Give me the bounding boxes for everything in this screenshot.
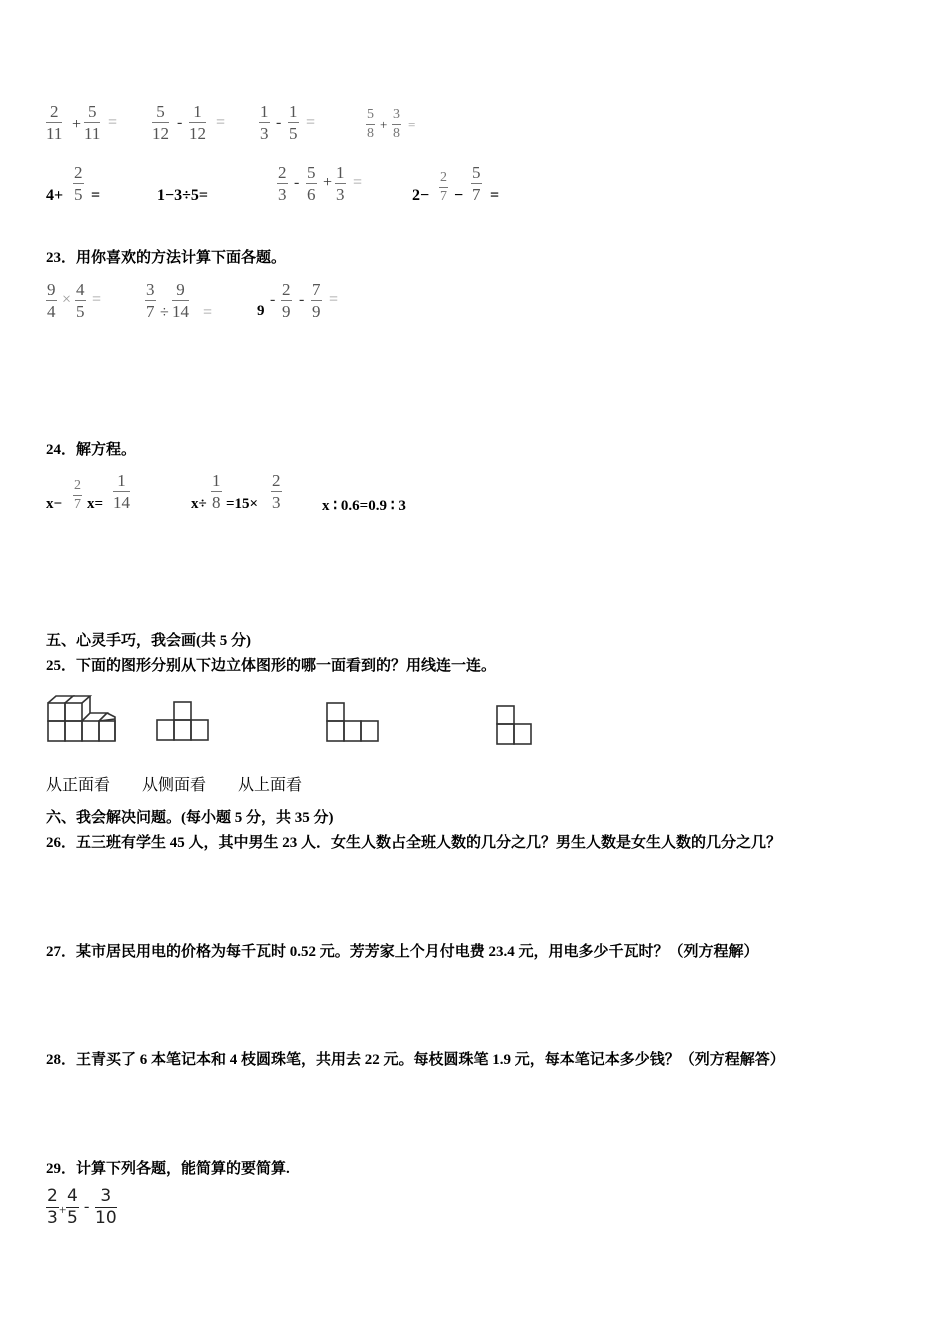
operator: - xyxy=(84,1198,90,1215)
operator: − xyxy=(454,187,464,204)
fraction: $\frac{2}{3}$ xyxy=(272,471,281,512)
expr-text: x= xyxy=(87,496,104,512)
equals-sign: = xyxy=(216,114,226,131)
fraction: $\frac{2}{3}$ xyxy=(47,1186,58,1228)
fraction: $\frac{3}{10}$ xyxy=(95,1186,117,1228)
operator: + xyxy=(380,117,388,132)
equals-sign: = xyxy=(490,187,500,204)
question-27-text: 27．某市居民用电的价格为每千瓦时 0.52 元。芳芳家上个月付电费 23.4 元，用电多少千瓦时？（列方程解） xyxy=(46,944,759,960)
question-29-text: 29．计算下列各题，能简算的要简算. xyxy=(46,1161,290,1177)
equals-sign: = xyxy=(329,291,339,308)
expr-text: 2− xyxy=(412,187,430,204)
operator: - xyxy=(299,291,305,308)
expr-text: 4+ xyxy=(46,187,64,204)
fraction: $\frac{1}{12}$ xyxy=(189,102,206,143)
question-23-title: 23．用你喜欢的方法计算下面各题。 xyxy=(46,250,287,266)
fraction: $\frac{9}{14}$ xyxy=(172,280,189,321)
view-shape-2 xyxy=(325,701,383,745)
section-6-title: 六、我会解决问题。(每小题 5 分，共 35 分) xyxy=(46,810,334,826)
operator: - xyxy=(276,114,282,131)
fraction: $\frac{5}{12}$ xyxy=(152,102,169,143)
equals-sign: = xyxy=(306,114,316,131)
operator: + xyxy=(59,1202,67,1217)
fraction: $\frac{3}{7}$ xyxy=(146,280,155,321)
expr-text: x− xyxy=(46,496,63,512)
equals-sign: = xyxy=(353,174,363,191)
expr-text: =15× xyxy=(226,496,259,512)
view-shape-3 xyxy=(495,704,537,748)
operator: - xyxy=(270,291,276,308)
equals-sign: = xyxy=(408,117,416,132)
view-shape-1 xyxy=(154,700,212,744)
fraction: $\frac{5}{11}$ xyxy=(84,102,101,143)
expr-text: 9 xyxy=(257,303,265,319)
expr-text: x ∶ 0.6=0.9 ∶ 3 xyxy=(322,498,406,514)
fraction: $\frac{9}{4}$ xyxy=(47,280,56,321)
fraction: $\frac{1}{3}$ xyxy=(260,102,269,143)
fraction: $\frac{2}{7}$ xyxy=(440,170,447,204)
fraction: $\frac{5}{7}$ xyxy=(472,163,481,204)
fraction: $\frac{3}{8}$ xyxy=(393,107,400,141)
operator: - xyxy=(294,174,300,191)
fraction: $\frac{4}{5}$ xyxy=(76,280,85,321)
fraction: $\frac{2}{3}$ xyxy=(278,163,287,204)
question-25-text: 25．下面的图形分别从下边立体图形的哪一面看到的？用线连一连。 xyxy=(46,658,497,674)
solid-figure-drawing xyxy=(45,693,120,745)
fraction: $\frac{1}{3}$ xyxy=(336,163,345,204)
fraction: $\frac{2}{7}$ xyxy=(74,478,81,512)
question-26-text: 26．五三班有学生 45 人，其中男生 23 人．女生人数占全班人数的几分之几？男生人数是女生人数的几分之几？ xyxy=(46,835,782,851)
equals-sign: = xyxy=(108,114,118,131)
fraction: $\frac{5}{8}$ xyxy=(367,107,374,141)
fraction: $\frac{4}{5}$ xyxy=(67,1186,78,1228)
fraction: $\frac{1}{14}$ xyxy=(113,471,130,512)
operator: + xyxy=(72,116,82,133)
fraction: $\frac{1}{8}$ xyxy=(212,471,221,512)
fraction: $\frac{2}{5}$ xyxy=(74,163,83,204)
operator: - xyxy=(177,114,183,131)
fraction: $\frac{2}{11}$ xyxy=(46,102,63,143)
fraction: $\frac{5}{6}$ xyxy=(307,163,316,204)
equals-sign: = xyxy=(92,291,102,308)
equals-sign: = xyxy=(91,187,101,204)
fraction: $\frac{1}{5}$ xyxy=(289,102,298,143)
operator: ÷ xyxy=(160,304,169,321)
view-labels: 从正面看 从侧面看 从上面看 xyxy=(46,777,303,794)
operator: + xyxy=(323,174,333,191)
fraction: $\frac{7}{9}$ xyxy=(312,280,321,321)
expr-text: x÷ xyxy=(191,496,207,512)
question-24-title: 24．解方程。 xyxy=(46,442,137,458)
fraction: $\frac{2}{9}$ xyxy=(282,280,291,321)
equals-sign: = xyxy=(203,304,213,321)
expr-text: 1−3÷5= xyxy=(157,187,209,204)
section-5-title: 五、心灵手巧，我会画(共 5 分) xyxy=(46,633,251,649)
operator: × xyxy=(62,291,72,308)
question-28-text: 28．王青买了 6 本笔记本和 4 枝圆珠笔，共用去 22 元。每枝圆珠笔 1.9 元，每本笔记本多少钱？（列方程解答） xyxy=(46,1052,785,1068)
